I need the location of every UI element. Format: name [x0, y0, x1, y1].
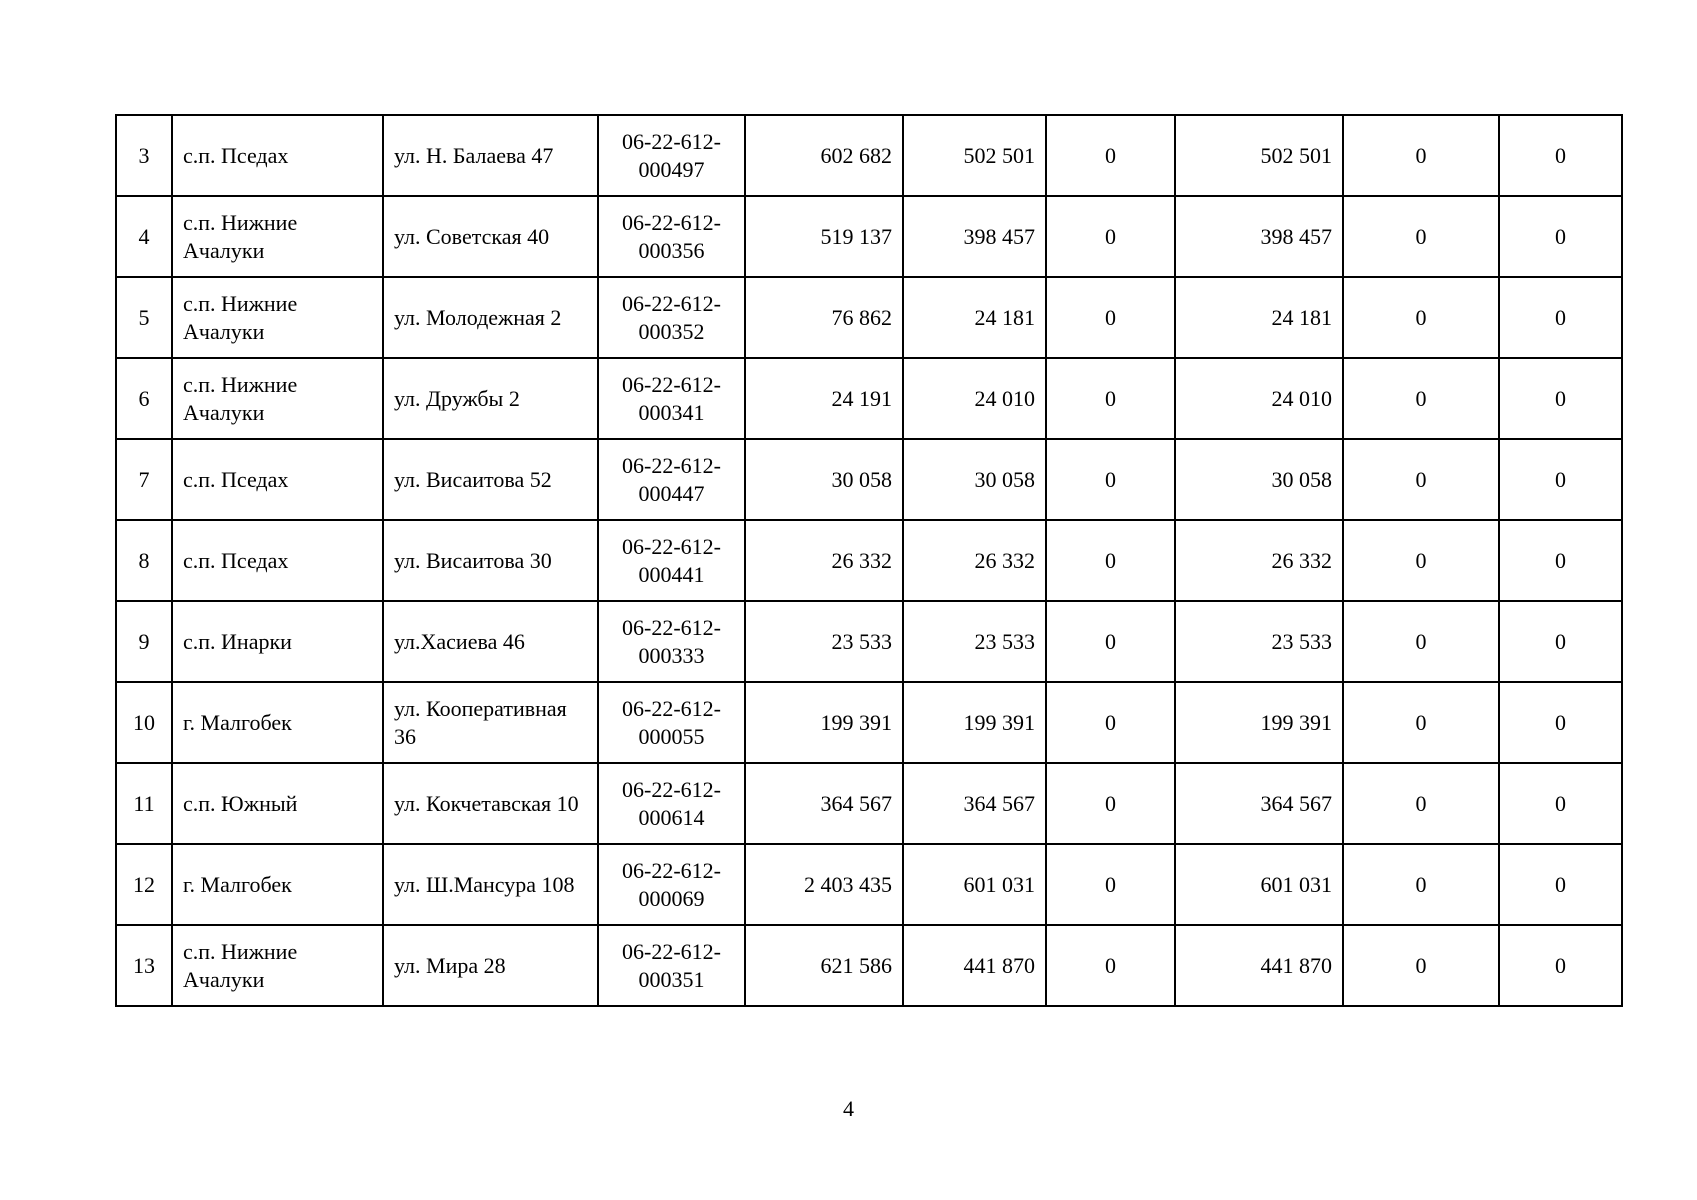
settlement-cell: с.п. Нижние Ачалуки	[172, 196, 383, 277]
settlement-cell: г. Малгобек	[172, 844, 383, 925]
value-6-cell: 0	[1499, 925, 1622, 1006]
value-1-cell: 2 403 435	[745, 844, 903, 925]
value-1-cell: 519 137	[745, 196, 903, 277]
row-number-cell: 8	[116, 520, 172, 601]
value-1-cell: 621 586	[745, 925, 903, 1006]
value-1-cell: 23 533	[745, 601, 903, 682]
address-cell: ул. Висаитова 30	[383, 520, 598, 601]
value-4-cell: 24 181	[1175, 277, 1343, 358]
table-row	[116, 439, 1622, 520]
table-row	[116, 682, 1622, 763]
value-4-cell: 26 332	[1175, 520, 1343, 601]
code-cell: 06-22-612-000441	[598, 520, 745, 601]
value-6-cell: 0	[1499, 358, 1622, 439]
value-4-cell: 30 058	[1175, 439, 1343, 520]
row-number-cell: 4	[116, 196, 172, 277]
code-cell: 06-22-612-000356	[598, 196, 745, 277]
value-2-cell: 502 501	[903, 115, 1046, 196]
value-3-cell: 0	[1046, 763, 1175, 844]
row-number-cell: 6	[116, 358, 172, 439]
value-5-cell: 0	[1343, 520, 1499, 601]
value-2-cell: 23 533	[903, 601, 1046, 682]
value-1-cell: 602 682	[745, 115, 903, 196]
value-1-cell: 24 191	[745, 358, 903, 439]
value-3-cell: 0	[1046, 277, 1175, 358]
data-table	[115, 114, 1623, 1007]
value-3-cell: 0	[1046, 115, 1175, 196]
code-cell: 06-22-612-000497	[598, 115, 745, 196]
value-3-cell: 0	[1046, 196, 1175, 277]
value-3-cell: 0	[1046, 439, 1175, 520]
value-2-cell: 24 181	[903, 277, 1046, 358]
table-row	[116, 115, 1622, 196]
settlement-cell: с.п. Южный	[172, 763, 383, 844]
value-4-cell: 199 391	[1175, 682, 1343, 763]
value-1-cell: 199 391	[745, 682, 903, 763]
value-2-cell: 441 870	[903, 925, 1046, 1006]
address-cell: ул. Ш.Мансура 108	[383, 844, 598, 925]
value-4-cell: 364 567	[1175, 763, 1343, 844]
table-row	[116, 196, 1622, 277]
settlement-cell: с.п. Пседах	[172, 115, 383, 196]
code-cell: 06-22-612-000333	[598, 601, 745, 682]
value-1-cell: 26 332	[745, 520, 903, 601]
address-cell: ул.Хасиева 46	[383, 601, 598, 682]
value-3-cell: 0	[1046, 601, 1175, 682]
address-cell: ул. Молодежная 2	[383, 277, 598, 358]
value-2-cell: 601 031	[903, 844, 1046, 925]
code-cell: 06-22-612-000055	[598, 682, 745, 763]
table-row	[116, 601, 1622, 682]
value-5-cell: 0	[1343, 439, 1499, 520]
table-row	[116, 844, 1622, 925]
value-4-cell: 441 870	[1175, 925, 1343, 1006]
value-5-cell: 0	[1343, 115, 1499, 196]
value-6-cell: 0	[1499, 763, 1622, 844]
address-cell: ул. Советская 40	[383, 196, 598, 277]
code-cell: 06-22-612-000341	[598, 358, 745, 439]
value-6-cell: 0	[1499, 115, 1622, 196]
table-row	[116, 277, 1622, 358]
value-5-cell: 0	[1343, 601, 1499, 682]
table-row	[116, 763, 1622, 844]
address-cell: ул. Н. Балаева 47	[383, 115, 598, 196]
value-1-cell: 364 567	[745, 763, 903, 844]
table-row	[116, 520, 1622, 601]
value-3-cell: 0	[1046, 844, 1175, 925]
value-3-cell: 0	[1046, 358, 1175, 439]
row-number-cell: 12	[116, 844, 172, 925]
row-number-cell: 5	[116, 277, 172, 358]
settlement-cell: с.п. Нижние Ачалуки	[172, 925, 383, 1006]
code-cell: 06-22-612-000614	[598, 763, 745, 844]
value-2-cell: 30 058	[903, 439, 1046, 520]
value-5-cell: 0	[1343, 682, 1499, 763]
address-cell: ул. Кокчетавская 10	[383, 763, 598, 844]
value-6-cell: 0	[1499, 439, 1622, 520]
value-4-cell: 23 533	[1175, 601, 1343, 682]
value-3-cell: 0	[1046, 925, 1175, 1006]
address-cell: ул. Дружбы 2	[383, 358, 598, 439]
value-3-cell: 0	[1046, 520, 1175, 601]
row-number-cell: 10	[116, 682, 172, 763]
value-5-cell: 0	[1343, 925, 1499, 1006]
row-number-cell: 13	[116, 925, 172, 1006]
value-4-cell: 398 457	[1175, 196, 1343, 277]
value-5-cell: 0	[1343, 277, 1499, 358]
value-2-cell: 364 567	[903, 763, 1046, 844]
settlement-cell: с.п. Пседах	[172, 520, 383, 601]
value-6-cell: 0	[1499, 277, 1622, 358]
value-5-cell: 0	[1343, 358, 1499, 439]
value-6-cell: 0	[1499, 682, 1622, 763]
value-6-cell: 0	[1499, 520, 1622, 601]
value-2-cell: 398 457	[903, 196, 1046, 277]
value-5-cell: 0	[1343, 763, 1499, 844]
row-number-cell: 7	[116, 439, 172, 520]
row-number-cell: 9	[116, 601, 172, 682]
value-4-cell: 24 010	[1175, 358, 1343, 439]
value-3-cell: 0	[1046, 682, 1175, 763]
address-cell: ул. Мира 28	[383, 925, 598, 1006]
value-1-cell: 76 862	[745, 277, 903, 358]
code-cell: 06-22-612-000447	[598, 439, 745, 520]
code-cell: 06-22-612-000352	[598, 277, 745, 358]
settlement-cell: с.п. Нижние Ачалуки	[172, 358, 383, 439]
value-5-cell: 0	[1343, 844, 1499, 925]
table-row	[116, 358, 1622, 439]
address-cell: ул. Висаитова 52	[383, 439, 598, 520]
value-2-cell: 199 391	[903, 682, 1046, 763]
value-2-cell: 24 010	[903, 358, 1046, 439]
code-cell: 06-22-612-000351	[598, 925, 745, 1006]
value-2-cell: 26 332	[903, 520, 1046, 601]
code-cell: 06-22-612-000069	[598, 844, 745, 925]
value-5-cell: 0	[1343, 196, 1499, 277]
value-6-cell: 0	[1499, 196, 1622, 277]
settlement-cell: с.п. Нижние Ачалуки	[172, 277, 383, 358]
settlement-cell: г. Малгобек	[172, 682, 383, 763]
address-cell: ул. Кооперативная 36	[383, 682, 598, 763]
value-6-cell: 0	[1499, 844, 1622, 925]
page-number: 4	[843, 1096, 854, 1121]
row-number-cell: 11	[116, 763, 172, 844]
table-body	[116, 115, 1622, 1006]
row-number-cell: 3	[116, 115, 172, 196]
settlement-cell: с.п. Пседах	[172, 439, 383, 520]
value-4-cell: 601 031	[1175, 844, 1343, 925]
value-1-cell: 30 058	[745, 439, 903, 520]
settlement-cell: с.п. Инарки	[172, 601, 383, 682]
table-row	[116, 925, 1622, 1006]
value-4-cell: 502 501	[1175, 115, 1343, 196]
value-6-cell: 0	[1499, 601, 1622, 682]
